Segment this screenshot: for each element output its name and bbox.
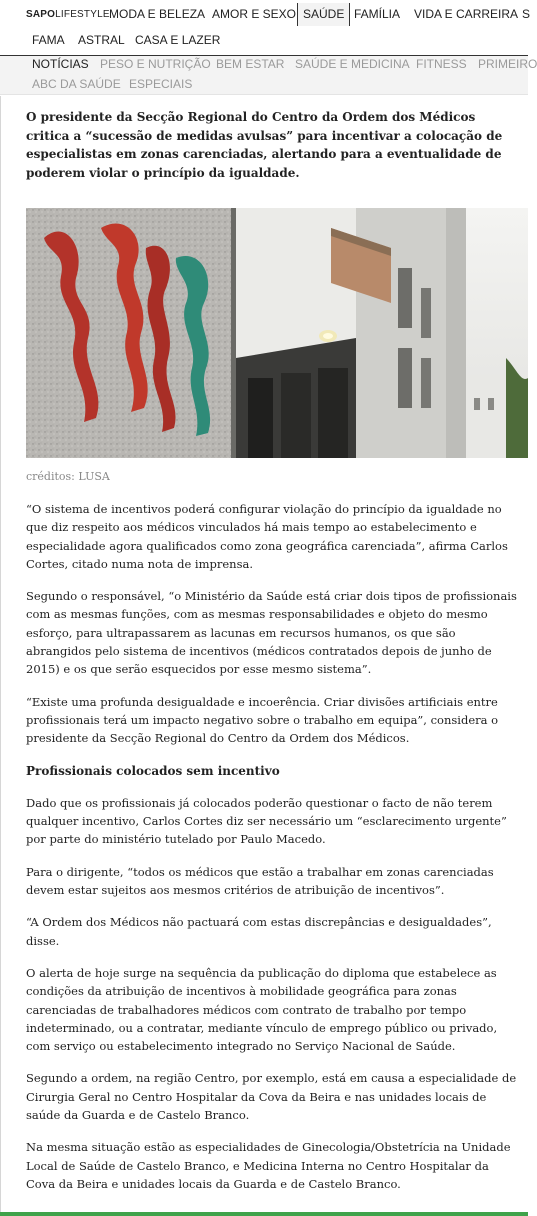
subnav-especiais[interactable]: ESPECIAIS — [129, 77, 193, 91]
body-paragraph: Segundo o responsável, “o Ministério da Saúde está criar dois tipos de profissionais com as mesmas funções, com as mesmas responsabilidades e objeto do mesmo esforço, para ultrapassarem as lacunas em recursos humanos, os que são abrangidos pelo sistema de incentivos (médicos contratados depois de junho de 2015) e os que serão esquecidos por esse mesmo sistema”. — [26, 589, 517, 677]
nav-overflow-item[interactable]: S — [522, 7, 531, 21]
top-navigation — [0, 0, 531, 57]
article-body — [26, 500, 518, 1207]
nav-astral[interactable]: ASTRAL — [78, 33, 125, 47]
subnav-primeiro[interactable]: PRIMEIRO — [478, 57, 537, 71]
body-paragraph: Segundo a ordem, na região Centro, por exemplo, está em causa a especialidade de Cirurgia Geral no Centro Hospitalar da Cova da Beira e nas unidades locais de saúde da Guarda e de Castelo Branco. — [26, 1071, 517, 1123]
nav-familia[interactable]: FAMÍLIA — [354, 7, 401, 21]
body-paragraph: Para o dirigente, “todos os médicos que estão a trabalhar em zonas carenciadas devem estar sujeitos aos mesmos critérios de atribuição de incentivos”. — [26, 864, 494, 898]
body-paragraph: Dado que os profissionais já colocados poderão questionar o facto de não terem qualquer incentivo, Carlos Cortes diz ser necessário um “esclarecimento urgente” por parte do ministério tutelado por Paulo Macedo. — [26, 795, 507, 847]
subnav-saude-e-medicina[interactable]: SAÚDE E MEDICINA — [295, 57, 410, 71]
nav-moda-e-beleza[interactable]: MODA E BELEZA — [109, 7, 206, 21]
nav-amor-e-sexo[interactable]: AMOR E SEXO — [212, 7, 297, 21]
article-photo — [26, 208, 528, 458]
article-lead — [26, 108, 518, 182]
subnav-abc-da-saude[interactable]: ABC DA SAÚDE — [32, 77, 121, 91]
nav-casa-e-lazer[interactable]: CASA E LAZER — [135, 33, 221, 47]
body-paragraph: “O sistema de incentivos poderá configurar violação do princípio da igualdade no que diz respeito aos médicos vinculados há mais tempo ao estabelecimento e especialidade agora qualificados como zona geográfica carenciada”, afirma Carlos Cortes, citado numa nota de imprensa. — [26, 502, 508, 571]
body-paragraph: O alerta de hoje surge na sequência da publicação do diploma que estabelece as condições da atribuição de incentivos à mobilidade geográfica para zonas carenciadas de trabalhadores médicos com contrato de trabalho por tempo indeterminado, ou a contratar, mediante vínculo de emprego público ou privado, com serviço ou estabelecimento integrado no Serviço Nacional de Saúde. — [26, 965, 498, 1054]
subnav-fitness[interactable]: FITNESS — [416, 57, 467, 71]
subnav-peso-e-nutricao[interactable]: PESO E NUTRIÇÃO — [100, 57, 211, 71]
lead-paragraph: O presidente da Secção Regional do Centro da Ordem dos Médicos critica a “sucessão de medidas avulsas” para incentivar a colocação de especialistas em zonas carenciadas, alertando para a eventualidade de poderem violar o princípio da igualdade. — [26, 110, 503, 180]
section-subnavigation — [0, 56, 537, 95]
photo-credits: créditos: LUSA — [26, 470, 110, 483]
bottom-accent-bar — [0, 1212, 528, 1216]
sapo-lifestyle-logo[interactable]: SAPOLIFESTYLE — [26, 9, 110, 20]
nav-saude[interactable]: SAÚDE — [297, 3, 350, 26]
body-paragraph: “A Ordem dos Médicos não pactuará com estas discrepâncias e desigualdades”, disse. — [26, 915, 492, 948]
body-paragraph: Na mesma situação estão as especialidades de Ginecologia/Obstetrícia na Unidade Local de Saúde de Castelo Branco, e Medicina Interna no Centro Hospitalar da Cova da Beira e unidades locais da Guarda e de Castelo Branco. — [26, 1140, 511, 1191]
body-paragraph: “Existe uma profunda desigualdade e incoerência. Criar divisões artificiais entre profissionais terá um impacto negativo sobre o trabalho em equipa”, considera o presidente da Secção Regional do Centro da Ordem dos Médicos. — [26, 694, 499, 746]
content-left-border — [0, 96, 1, 1212]
nav-vida-e-carreira[interactable]: VIDA E CARREIRA — [414, 7, 519, 21]
section-subheading: Profissionais colocados sem incentivo — [26, 763, 280, 778]
subnav-noticias[interactable]: NOTÍCIAS — [32, 57, 89, 71]
subnav-bem-estar[interactable]: BEM ESTAR — [216, 57, 285, 71]
nav-fama[interactable]: FAMA — [32, 33, 65, 47]
